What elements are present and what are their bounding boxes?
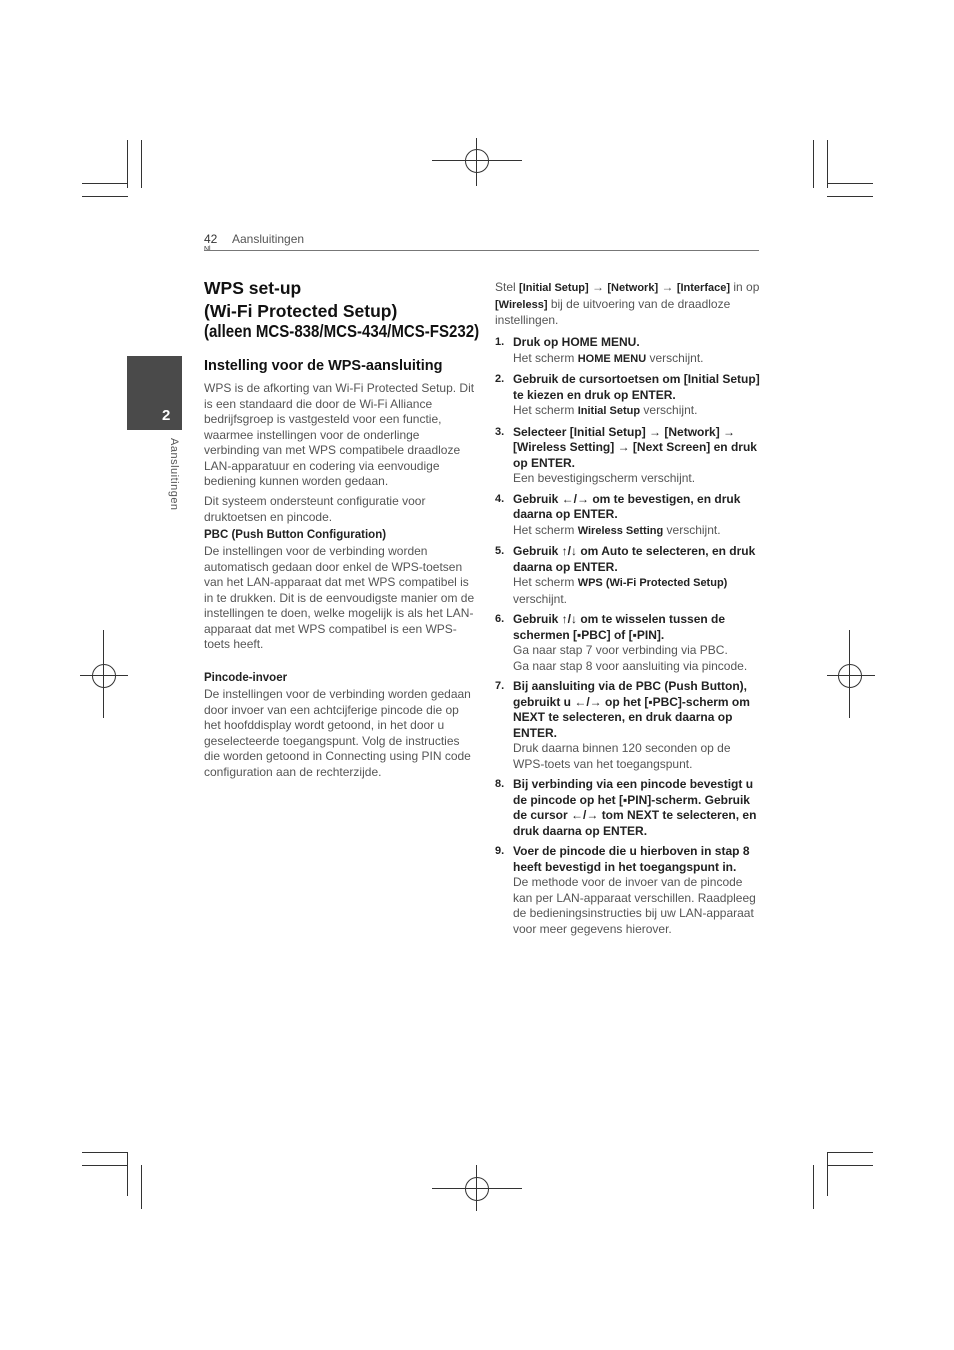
title-line-2: (Wi-Fi Protected Setup) bbox=[204, 301, 398, 321]
steps-list bbox=[495, 335, 760, 942]
pbc-heading: PBC (Push Button Configuration) bbox=[204, 529, 387, 541]
page-title bbox=[204, 277, 494, 323]
list-item: 8. Bij verbinding via een pincode bevestigt u de pincode op het [▪PIN]-scherm. Gebruik de cursor ←/→ tom NEXT te selecteren, en druk daarna op ENTER. bbox=[495, 777, 757, 838]
settings-path-intro: Stel [Initial Setup] → [Network] → [Interface] in op [Wireless] bij de uitvoering van de draadloze instellingen. bbox=[495, 280, 760, 327]
list-item: 3. Selecteer [Initial Setup] → [Network] → [Wireless Setting] → [Next Screen] en druk op ENTER. Een bevestigingscherm verschijnt. bbox=[495, 424, 757, 485]
title-line-1: WPS set-up bbox=[204, 278, 302, 298]
running-head: Aansluitingen bbox=[232, 232, 305, 246]
list-item: 9. Voer de pincode die u hierboven in stap 8 heeft bevestigd in het toegangspunt in. De methode voor de invoer van de pincode kan per LAN-apparaat verschillen. Raadpleeg de bedieningsinstructies bij uw LAN-apparaat voor meer gegevens hierover. bbox=[495, 844, 756, 936]
intro-paragraph: WPS is de afkorting van Wi-Fi Protected Setup. Dit is een standaard die door de Wi-Fi Alliance bedrijfsgroep is vastgesteld voor een functie, waarmee instellingen voor de onderlinge verbinding van met WPS compatibele draadloze LAN-apparatuur en codering via eenvoudige bediening kunnen worden gedaan. bbox=[204, 381, 475, 488]
header-rule bbox=[204, 250, 759, 251]
page-number: 42 bbox=[204, 232, 218, 246]
chapter-label: Aansluitingen bbox=[168, 438, 180, 511]
pin-paragraph: De instellingen voor de verbinding worden gedaan door invoer van een achtcijferige pincode die op het hoofddisplay wordt getoond, in het door u geselecteerde toegangspunt. Volg de instructies die worden getoond in Connecting using PIN code configuration aan de rechterzijde. bbox=[204, 687, 471, 779]
list-item: 7. Bij aansluiting via de PBC (Push Button), gebruikt u ←/→ op het [▪PBC]-scherm om NEXT te selecteren, en druk daarna op ENTER. Druk daarna binnen 120 seconden op de WPS-toets van het toegangspunt. bbox=[495, 679, 750, 771]
title-line-3: (alleen MCS-838/MCS-434/MCS-FS232) bbox=[204, 321, 480, 341]
pbc-paragraph: De instellingen voor de verbinding worden automatisch gedaan door enkel de WPS-toetsen van het LAN-apparaat dat met WPS compatibel is in te drukken. Dit is de eenvoudigste manier om de instellingen te doen, welke mogelijk is als het LAN-apparaat dat met WPS compatibel is een WPS-toets heeft. bbox=[204, 544, 475, 651]
list-item: 6. Gebruik ↑/↓ om te wisselen tussen de schermen [▪PBC] of [▪PIN]. Ga naar stap 7 voor verbinding via PBC. Ga naar stap 8 voor aansluiting via pincode. bbox=[495, 612, 748, 673]
list-item: 5. Gebruik ↑/↓ om Auto te selecteren, en druk daarna op ENTER. Het scherm WPS (Wi-Fi Protected Setup) verschijnt. bbox=[495, 544, 756, 606]
chapter-number: 2 bbox=[162, 407, 171, 424]
list-item: 4. Gebruik ←/→ om te bevestigen, en druk daarna op ENTER. Het scherm Wireless Setting verschijnt. bbox=[495, 491, 741, 537]
pin-heading: Pincode-invoer bbox=[204, 672, 288, 684]
list-item: 2. Gebruik de cursortoetsen om [Initial Setup] te kiezen en druk op ENTER. Het scherm Initial Setup verschijnt. bbox=[495, 372, 760, 417]
section-heading: Instelling voor de WPS-aansluiting bbox=[204, 358, 443, 374]
support-paragraph: Dit systeem ondersteunt configuratie voor druktoetsen en pincode. bbox=[204, 494, 426, 524]
list-item: 1. Druk op HOME MENU. Het scherm HOME MENU verschijnt. bbox=[495, 335, 704, 365]
chapter-tab bbox=[127, 356, 182, 430]
